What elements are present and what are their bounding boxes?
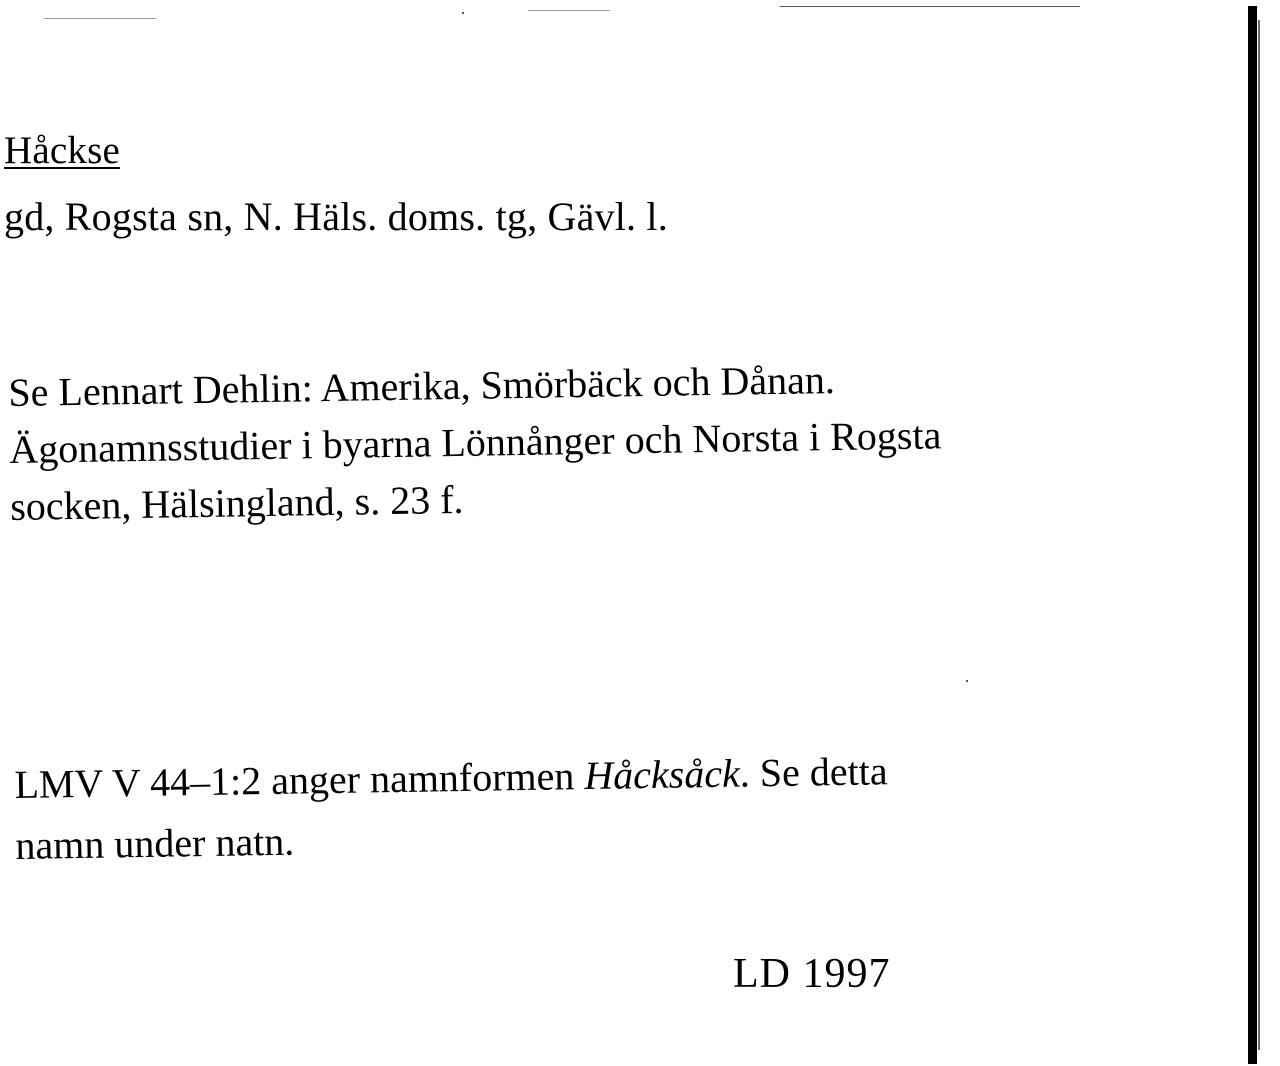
map-note [14, 740, 889, 876]
scan-speck [462, 12, 464, 14]
name-form-italic: Håcksåck [583, 750, 741, 799]
scan-speck [966, 680, 968, 682]
card-right-edge [1248, 6, 1257, 1064]
scan-artifact-top-mid [528, 10, 610, 11]
literature-reference [8, 349, 943, 535]
note-line: namn under natn. [15, 818, 295, 868]
signature: LD 1997 [733, 951, 891, 997]
reference-line: Se Lennart Dehlin: Amerika, Smörbäck och Dånan. [8, 357, 836, 415]
note-text: . Se detta [739, 748, 888, 796]
place-description: gd, Rogsta sn, N. Häls. doms. tg, Gävl. l. [4, 194, 668, 239]
reference-line: Ägonamnsstudier i byarna Lönnånger och Norsta i Rogsta [8, 412, 942, 472]
card-right-edge-fringe [1258, 20, 1260, 1050]
note-text: LMV V 44–1:2 anger namnformen [14, 753, 585, 807]
scan-artifact-top-left [44, 18, 156, 19]
reference-line: socken, Hälsingland, s. 23 f. [9, 476, 464, 529]
headword: Håckse [4, 129, 120, 172]
scan-artifact-top-right [780, 6, 1080, 7]
